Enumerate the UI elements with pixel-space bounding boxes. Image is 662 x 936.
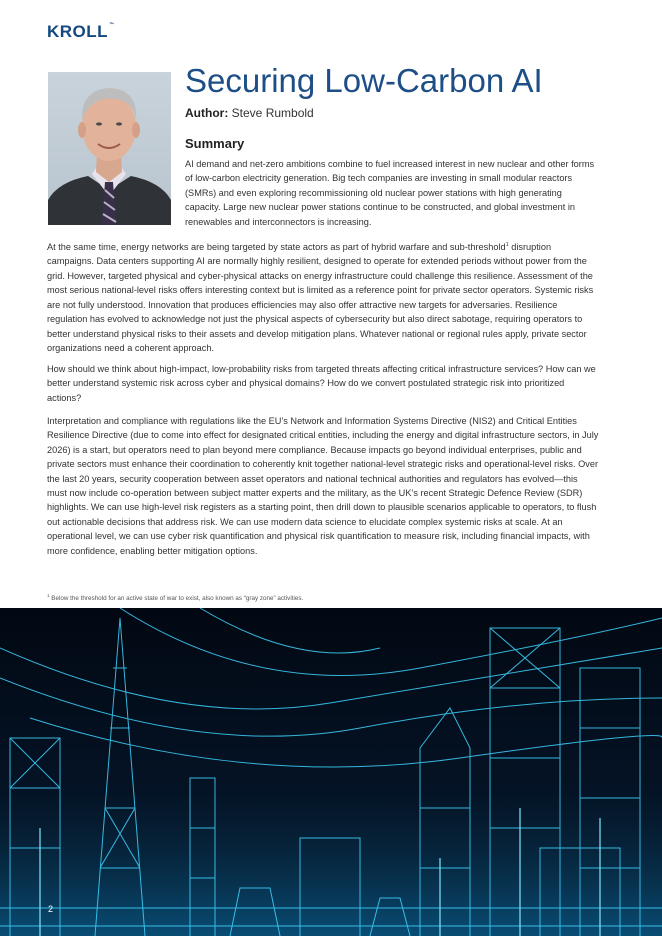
page-number: 2 — [48, 904, 54, 914]
page-title: Securing Low-Carbon AI — [185, 62, 543, 99]
author-line — [185, 106, 314, 120]
author-name: Steve Rumbold — [231, 106, 314, 120]
body-paragraph-2: How should we think about high-impact, low-probability risks from targeted threats affecting critical infrastructure services? How can we better understand systemic risk across cyber and physical domains? How do we convert postulated strategic risk into prioritized actions? — [47, 364, 596, 403]
body-paragraph-3: Interpretation and compliance with regulations like the EU’s Network and Information Systems Directive (NIS2) and Critical Entities Resilience Directive (due to come into effect for designated critical entities, including the energy and digital infrastructure sectors, in July 2026) is a start, but operators need to plan beyond mere compliance. Because impacts go beyond individual enterprises, public and private sectors must enhance their coordination to coherently knit together national-level strategic risks and operational-level risks. Over the last 20 years, security cooperation between asset operators and national technical authorities and regulators has evolved—this must now include co-operation between subject matter experts and the military, as the UK’s recent Strategic Defence Review (SDR) highlights. We can use high-level risk registers as a starting point, then drill down to plausible scenarios applicable to operators, to flush out actionable decisions that address risk. We can use modern data science to elucidate complex systemic risks at scale. At an operational level, we can use cyber risk quantification and physical risk quantification to measure risk, including financial impacts, with more confidence, enabling better mitigation options. — [47, 416, 599, 556]
summary-text: AI demand and net-zero ambitions combine to fuel increased interest in new nuclear and other forms of low-carbon electricity generation. Big tech companies are investing in small modular reactors (SMRs) and even exploring recommissioning old nuclear power stations with high generating capacity. Large new nuclear power stations continue to be constructed, and global investment in renewables and interconnectors is increasing. — [185, 159, 595, 227]
kroll-logo: KROLL™ — [47, 22, 115, 41]
author-portrait — [48, 72, 171, 225]
author-label: Author: — [185, 106, 229, 120]
footnote: $^1$ Below the threshold for an active state of war to exist, also known as “gray zone” activities. — [47, 593, 304, 603]
body-paragraph-1: At the same time, energy networks are being targeted by state actors as part of hybrid warfare and sub-threshold$^1$ disruption campaigns. Data centers supporting AI are normally highly resilient, designed to operate for extended periods without power from the grid. However, targeted physical and cyber-physical attacks on energy infrastructure could challenge this resilience. Assessment of the most serious national-level risks offers interesting context but is limited as a reference point for private sector operators. Systemic risks are not fully understood. Innovation that produces efficiencies may also offer attractive new targets for adversaries. Resilience regulation has evolved to acknowledge not just the physical aspects of cybersecurity but also direct sabotage, requiring operators to better understand physical risks to their assets and develop mitigation plans. Whatever national or regional rules apply, private sector organizations need a coherent approach. — [47, 242, 594, 353]
summary-heading: Summary — [185, 136, 245, 151]
substation-wireframe-illustration — [0, 608, 662, 936]
footnote-reference: 1 — [505, 242, 509, 248]
